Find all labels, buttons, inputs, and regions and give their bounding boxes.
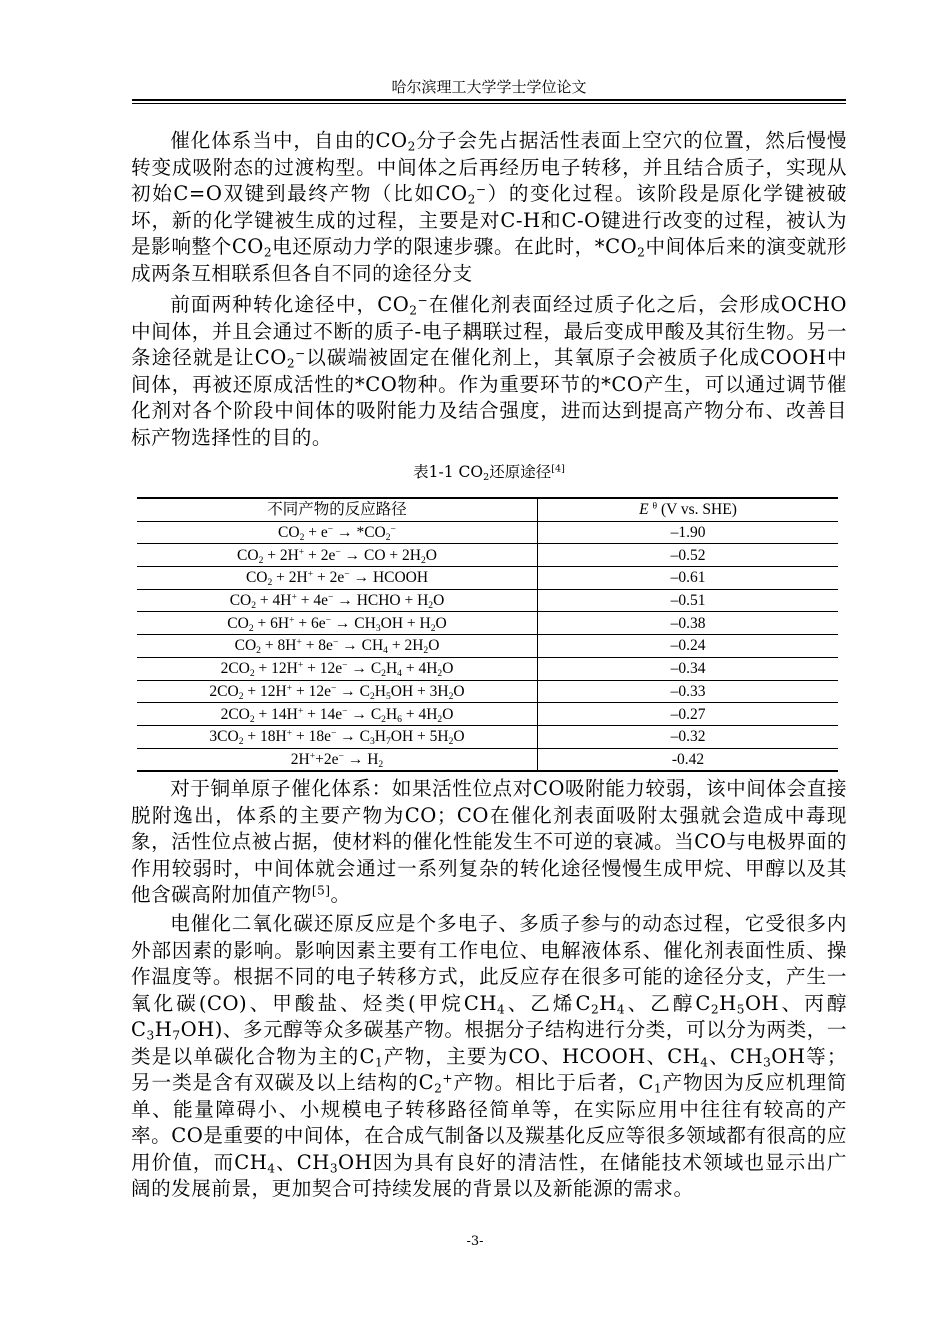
- potential-cell: –0.51: [538, 589, 839, 612]
- reaction-cell: $2CO_2 + 12H^+ + 12e^- \to C_2H_4 + 4H_2O$: [137, 657, 538, 680]
- running-header: 哈尔滨理工大学学士学位论文: [391, 78, 587, 96]
- paragraph-2: 前面两种转化途径中，$CO_2^-$在催化剂表面经过质子化之后，会形成OCHO中间体，并且会通过不断的质子-电子耦联过程，最后变成甲酸及其衍生物。另一条途径就是让$CO_2^-$以碳端被固定在催化剂上，其氧原子会被质子化成COOH中间体，再被还原成活性的*CO物种。作为重要环节的*CO产生，可以通过调节催化剂对各个阶段中间体的吸附能力及结合强度，进而达到提高产物分布、改善目标产物选择性的目的。: [131, 293, 847, 449]
- reaction-cell: $CO_2 + 8H^+ + 8e^- \to CH_4 + 2H_2O$: [137, 635, 538, 658]
- reaction-cell: $CO_2 + e^- \to *CO_2^-$: [137, 521, 538, 544]
- potential-cell: –0.27: [538, 703, 839, 726]
- potential-cell: –0.33: [538, 680, 839, 703]
- header-rule-thick: [132, 99, 846, 101]
- potential-cell: –0.61: [538, 567, 839, 590]
- potential-cell: –0.38: [538, 612, 839, 635]
- table-row: [137, 635, 838, 658]
- table-row: [137, 725, 838, 748]
- table-row: [137, 567, 838, 590]
- reaction-cell: $CO_2 + 2H^+ + 2e^-$ → CO + $2H_2O$: [137, 544, 538, 567]
- potential-cell: –0.24: [538, 635, 839, 658]
- header-cell-reaction: 不同产物的反应路径: [137, 498, 538, 521]
- reaction-table: [137, 497, 838, 772]
- table-row: [137, 612, 838, 635]
- potential-cell: -0.42: [538, 748, 839, 771]
- potential-cell: –1.90: [538, 521, 839, 544]
- potential-cell: –0.32: [538, 725, 839, 748]
- table-row: [137, 589, 838, 612]
- table-header-row: [137, 498, 838, 521]
- table-row: [137, 521, 838, 544]
- table-caption: 表1-1 $CO_2$还原途径[4]: [413, 463, 565, 483]
- header-cell-potential: E $^\theta$ (V vs. SHE): [538, 498, 839, 521]
- reaction-cell: $CO_2 + 2H^+ + 2e^-$ → HCOOH: [137, 567, 538, 590]
- table-row: [137, 748, 838, 771]
- paragraph-3: 对于铜单原子催化体系：如果活性位点对CO吸附能力较弱，该中间体会直接脱附逸出，体系的主要产物为CO；CO在催化剂表面吸附太强就会造成中毒现象，活性位点被占据，使材料的催化性能发生不可逆的衰减。当CO与电极界面的作用较弱时，中间体就会通过一系列复杂的转化途径慢慢生成甲烷、甲醇以及其他含碳高附加值产物[5]。: [131, 777, 847, 906]
- reaction-cell: $2CO_2 + 12H^+ + 12e^- \to C_2H_5OH + 3H_2O$: [137, 680, 538, 703]
- reaction-cell: $CO_2 + 4H^+ + 4e^-$ → HCHO + $H_2O$: [137, 589, 538, 612]
- header-rule-thin: [132, 103, 846, 104]
- potential-cell: –0.34: [538, 657, 839, 680]
- paragraph-1: 催化体系当中，自由的$CO_2$分子会先占据活性表面上空穴的位置，然后慢慢转变成吸附态的过渡构型。中间体之后再经历电子转移，并且结合质子，实现从初始C=O双键到最终产物（比如$CO_2^-$）的变化过程。该阶段是原化学键被破坏，新的化学键被生成的过程，主要是对C-H和C-O键进行改变的过程，被认为是影响整个$CO_2$电还原动力学的限速步骤。在此时，$*CO_2$中间体后来的演变就形成两条互相联系但各自不同的途径分支: [131, 129, 848, 285]
- table-row: [137, 544, 838, 567]
- reaction-cell: $CO_2 + 6H^+ + 6e^- \to CH_3OH + H_2O$: [137, 612, 538, 635]
- table-row: [137, 680, 838, 703]
- table-row: [137, 703, 838, 726]
- reaction-cell: $3CO_2 + 18H^+ + 18e^- \to C_3H_7OH + 5H_2O$: [137, 725, 538, 748]
- page-number: -3-: [466, 1234, 484, 1249]
- reaction-cell: $2CO_2 + 14H^+ + 14e^- \to C_2H_6 + 4H_2O$: [137, 703, 538, 726]
- paragraph-4: 电催化二氧化碳还原反应是个多电子、多质子参与的动态过程，它受很多内外部因素的影响。影响因素主要有工作电位、电解液体系、催化剂表面性质、操作温度等。根据不同的电子转移方式，此反应存在很多可能的途径分支，产生一氧化碳(CO)、甲酸盐、烃类(甲烷$CH_4$、乙烯$C_2H_4$、乙醇$C_2H_5OH$、丙醇$C_3H_7OH$)、多元醇等众多碳基产物。根据分子结构进行分类，可以分为两类，一类是以单碳化合物为主的$C_1$产物，主要为CO、HCOOH、$CH_4$、$CH_3OH$等；另一类是含有双碳及以上结构的$C_2^+$产物。相比于后者，$C_1$产物因为反应机理简单、能量障碍小、小规模电子转移路径简单等，在实际应用中往往有较高的产率。CO是重要的中间体，在合成气制备以及羰基化反应等很多领域都有很高的应用价值，而$CH_4$、$CH_3OH$因为具有良好的清洁性，在储能技术领域也显示出广阔的发展前景，更加契合可持续发展的背景以及新能源的需求。: [131, 912, 848, 1200]
- potential-cell: –0.52: [538, 544, 839, 567]
- reaction-cell: $2H^++2e^- \to H_2$: [137, 748, 538, 771]
- table-row: [137, 657, 838, 680]
